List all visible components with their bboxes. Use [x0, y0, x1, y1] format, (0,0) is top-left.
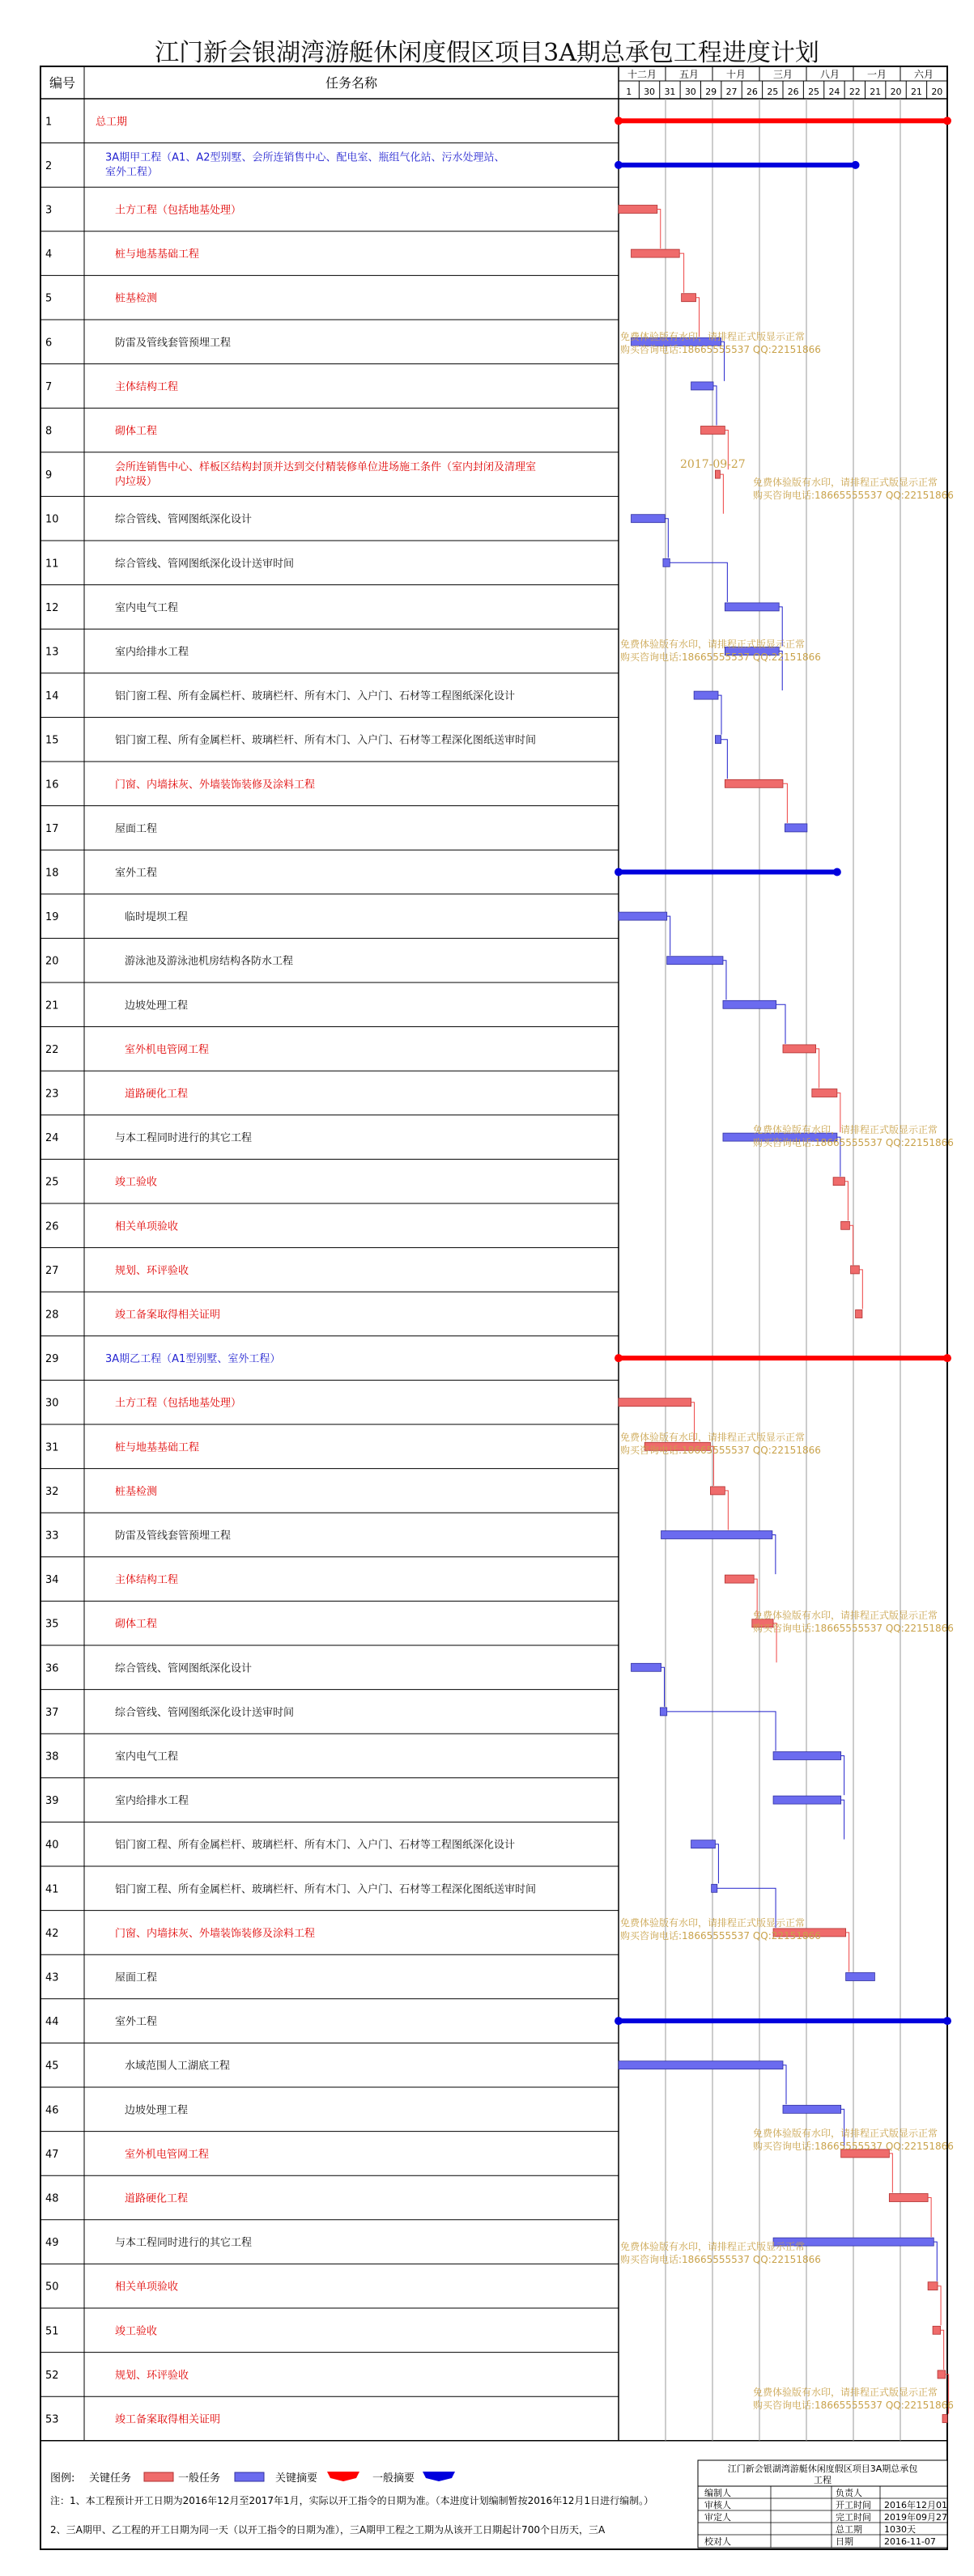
task-name: 规划、环评验收 — [115, 1264, 189, 1277]
summary-end-cap — [943, 1354, 951, 1362]
task-name: 桩与地基基础工程 — [115, 1441, 200, 1454]
task-bar — [889, 2194, 928, 2202]
task-id: 23 — [45, 1088, 59, 1101]
timescale-day: 24 — [828, 87, 840, 97]
timescale-day: 21 — [910, 87, 922, 97]
task-bar — [928, 2282, 938, 2290]
task-bar — [725, 779, 783, 787]
task-id: 26 — [45, 1220, 59, 1233]
task-id: 50 — [45, 2281, 59, 2294]
timescale-day: 25 — [808, 87, 820, 97]
dependency-link — [846, 1933, 849, 1972]
task-id: 40 — [45, 1839, 59, 1852]
watermark-text: 免费体验版有水印，请排程正式版显示正常 — [753, 1610, 938, 1621]
task-name: 室内电气工程 — [115, 1751, 179, 1763]
task-name: 内垃圾） — [115, 475, 158, 488]
task-name: 与本工程同时进行的其它工程 — [115, 1132, 253, 1145]
task-bar — [663, 558, 670, 567]
watermark-text: 购买咨询电话:18665555537 QQ:22151866 — [620, 1930, 821, 1942]
watermark-text: 免费体验版有水印，请排程正式版显示正常 — [753, 1124, 938, 1135]
dependency-link — [776, 1004, 785, 1044]
task-name: 游泳池及游泳池机房结构各防水工程 — [125, 955, 294, 968]
task-name: 道路硬化工程 — [125, 1088, 189, 1101]
task-name: 与本工程同时进行的其它工程 — [115, 2237, 253, 2250]
task-id: 44 — [45, 2016, 59, 2029]
task-bar — [682, 294, 696, 302]
task-name: 竣工验收 — [115, 2325, 158, 2338]
dependency-link — [721, 740, 728, 779]
info-row-value: 2019年09月27 — [884, 2512, 947, 2523]
task-name: 会所连销售中心、样板区结构封顶并达到交付精装修单位进场施工条件（室内封闭及清理室 — [115, 460, 537, 473]
task-id: 51 — [45, 2325, 59, 2338]
timescale-month: 三月 — [772, 69, 793, 80]
dependency-link — [725, 1491, 728, 1530]
task-id: 24 — [45, 1132, 59, 1145]
task-id: 20 — [45, 955, 59, 968]
watermark-text: 购买咨询电话:18665555537 QQ:22151866 — [753, 2400, 954, 2411]
task-name: 道路硬化工程 — [125, 2192, 189, 2205]
task-bar — [773, 1796, 841, 1804]
task-bar — [851, 1266, 860, 1274]
task-name: 水域范围人工湖底工程 — [125, 2060, 231, 2073]
legend-swatch-critical-summary — [327, 2472, 359, 2481]
legend-swatch-critical — [144, 2472, 173, 2481]
watermark-text: 免费体验版有水印，请排程正式版显示正常 — [753, 2387, 938, 2398]
task-name: 室外工程 — [115, 867, 158, 880]
task-id: 37 — [45, 1706, 59, 1719]
task-name: 土方工程（包括地基处理） — [115, 1397, 242, 1410]
timescale-day: 27 — [725, 87, 738, 97]
watermark-text: 购买咨询电话:18665555537 QQ:22151866 — [753, 1623, 954, 1634]
task-bar — [632, 249, 680, 257]
watermark-text: 免费体验版有水印，请排程正式版显示正常 — [620, 331, 806, 342]
task-bar — [710, 1487, 725, 1495]
task-name: 室外工程 — [115, 2016, 158, 2029]
timescale-day: 1 — [626, 87, 632, 97]
task-id: 12 — [45, 601, 59, 614]
legend-swatch-normal — [235, 2472, 264, 2481]
legend-item-label: 关键任务 — [89, 2472, 132, 2485]
task-bar — [619, 2061, 783, 2069]
legend-label: 图例: — [50, 2472, 75, 2485]
info-row-label: 审定人 — [704, 2512, 731, 2523]
timescale-month: 十月 — [725, 69, 746, 80]
task-bar — [691, 382, 713, 390]
dependency-link — [661, 1667, 665, 1707]
task-name: 土方工程（包括地基处理） — [115, 204, 242, 217]
task-bar — [694, 691, 718, 699]
timescale-day: 20 — [890, 87, 902, 97]
task-id: 18 — [45, 867, 59, 880]
task-bar — [783, 2105, 841, 2113]
task-name: 主体结构工程 — [115, 1574, 179, 1587]
dependency-link — [723, 961, 726, 1000]
dependency-link — [938, 2286, 941, 2326]
dependency-link — [849, 1225, 853, 1265]
info-row-label: 校对人 — [704, 2536, 731, 2547]
task-name: 竣工备案取得相关证明 — [115, 1309, 221, 1322]
task-id: 38 — [45, 1751, 59, 1763]
task-bar — [846, 1973, 875, 1981]
watermark-text: 购买咨询电话:18665555537 QQ:22151866 — [753, 2141, 954, 2152]
task-id: 49 — [45, 2237, 59, 2250]
timescale-day: 20 — [931, 87, 943, 97]
task-bar — [942, 2415, 947, 2423]
task-name: 桩基检测 — [115, 292, 158, 305]
timescale-day: 21 — [870, 87, 882, 97]
task-id: 16 — [45, 779, 59, 791]
summary-end-cap — [852, 161, 860, 169]
dependency-link — [715, 1844, 718, 1884]
summary-end-cap — [615, 161, 623, 169]
legend-item-label: 关键摘要 — [275, 2472, 318, 2485]
task-name: 临时堤坝工程 — [125, 911, 189, 924]
summary-end-cap — [833, 868, 841, 876]
task-name: 3A期乙工程（A1型别墅、室外工程） — [105, 1353, 281, 1366]
note-line: 注：1、本工程预计开工日期为2016年12月至2017年1月，实际以开工指令的日期为准。（本进度计划编制暂按2016年12月1日进行编制。） — [50, 2495, 654, 2506]
timescale-day: 30 — [684, 87, 696, 97]
task-id: 19 — [45, 911, 59, 924]
task-name: 室内电气工程 — [115, 601, 179, 614]
summary-end-cap — [615, 1354, 623, 1362]
task-bar — [619, 1398, 691, 1407]
dependency-link — [841, 1800, 844, 1840]
task-bar — [773, 1752, 841, 1760]
info-row-label: 编制人 — [704, 2488, 731, 2498]
task-id: 36 — [45, 1662, 59, 1675]
task-bar — [856, 1310, 862, 1318]
task-id: 33 — [45, 1530, 59, 1543]
dependency-link — [889, 2154, 892, 2193]
dependency-link — [670, 562, 727, 602]
watermark-text: 免费体验版有水印，请排程正式版显示正常 — [620, 1917, 806, 1929]
task-id: 43 — [45, 1971, 59, 1984]
summary-bar — [619, 163, 856, 168]
task-name: 屋面工程 — [115, 822, 158, 835]
task-id: 34 — [45, 1574, 59, 1587]
task-name: 铝门窗工程、所有金属栏杆、玻璃栏杆、所有木门、入户门、石材等工程深化图纸送审时间 — [115, 734, 537, 747]
task-id: 6 — [45, 337, 53, 350]
task-name: 砌体工程 — [115, 425, 158, 438]
task-id: 1 — [45, 116, 53, 129]
task-name: 规划、环评验收 — [115, 2369, 189, 2382]
task-id: 30 — [45, 1397, 59, 1410]
task-id: 8 — [45, 425, 53, 438]
info-row-value: 2016年12月01 — [884, 2500, 947, 2510]
task-bar — [691, 1840, 716, 1848]
task-bar — [619, 206, 657, 214]
task-id: 46 — [45, 2104, 59, 2117]
dependency-link — [718, 695, 721, 735]
info-row-value: 2016-11-07 — [884, 2536, 936, 2547]
task-name: 防雷及管线套管预埋工程 — [115, 337, 232, 350]
page-title: 江门新会银湖湾游艇休闲度假区项目3A期总承包工程进度计划 — [155, 39, 819, 67]
task-bar — [938, 2370, 946, 2379]
summary-end-cap — [943, 2017, 951, 2025]
watermark-text: 购买咨询电话:18665555537 QQ:22151866 — [620, 344, 821, 355]
timescale-day: 25 — [767, 87, 779, 97]
task-name: 屋面工程 — [115, 1971, 158, 1984]
task-id: 14 — [45, 690, 59, 703]
info-table-subheading: 工程 — [814, 2475, 832, 2485]
task-id: 29 — [45, 1353, 59, 1366]
task-id: 21 — [45, 999, 59, 1012]
summary-bar — [619, 2018, 947, 2023]
watermark-text: 购买咨询电话:18665555537 QQ:22151866 — [620, 2254, 821, 2265]
dependency-link — [928, 2198, 931, 2238]
task-id: 9 — [45, 469, 53, 482]
dependency-link — [679, 253, 683, 293]
task-name: 铝门窗工程、所有金属栏杆、玻璃栏杆、所有木门、入户门、石材等工程深化图纸送审时间 — [115, 1883, 537, 1896]
timescale-day: 26 — [746, 87, 758, 97]
dependency-link — [783, 783, 787, 823]
task-name: 桩与地基基础工程 — [115, 248, 200, 261]
task-name: 边坡处理工程 — [125, 2104, 189, 2117]
timescale-day: 29 — [705, 87, 717, 97]
task-id: 52 — [45, 2369, 59, 2382]
legend-swatch-normal-summary — [423, 2472, 455, 2481]
summary-end-cap — [615, 117, 623, 125]
timescale-day: 26 — [787, 87, 799, 97]
watermark-text: 购买咨询电话:18665555537 QQ:22151866 — [753, 1137, 954, 1148]
dependency-link — [720, 474, 723, 514]
info-row-key: 开工时间 — [836, 2500, 871, 2510]
note-line: 2、三A期甲、乙工程的开工日期为同一天（以开工指令的日期为准），三A期甲工程之工期为从该开工日期起计700个日历天，三A — [50, 2524, 606, 2536]
task-id: 4 — [45, 248, 53, 261]
task-bar — [667, 957, 723, 965]
task-name: 主体结构工程 — [115, 380, 179, 393]
task-name: 相关单项验收 — [115, 2281, 179, 2294]
task-name: 门窗、内墙抹灰、外墙装饰装修及涂料工程 — [115, 779, 316, 791]
dependency-link — [657, 210, 661, 249]
task-name: 防雷及管线套管预埋工程 — [115, 1530, 232, 1543]
task-name: 综合管线、管网图纸深化设计 — [115, 513, 253, 526]
header-id: 编号 — [49, 75, 76, 91]
task-name: 砌体工程 — [115, 1618, 158, 1631]
task-name: 门窗、内墙抹灰、外墙装饰装修及涂料工程 — [115, 1927, 316, 1940]
task-id: 31 — [45, 1441, 59, 1454]
task-id: 13 — [45, 646, 59, 659]
watermark-text: 免费体验版有水印，请排程正式版显示正常 — [753, 477, 938, 488]
task-name: 铝门窗工程、所有金属栏杆、玻璃栏杆、所有木门、入户门、石材等工程图纸深化设计 — [115, 1839, 516, 1852]
info-row-key: 负责人 — [836, 2488, 862, 2498]
task-name: 边坡处理工程 — [125, 999, 189, 1012]
watermark-text: 免费体验版有水印，请排程正式版显示正常 — [620, 1432, 806, 1443]
task-id: 53 — [45, 2413, 59, 2426]
watermark-text: 免费体验版有水印，请排程正式版显示正常 — [620, 2241, 806, 2252]
summary-end-cap — [615, 2017, 623, 2025]
task-id: 42 — [45, 1927, 59, 1940]
watermark-text: 购买咨询电话:18665555537 QQ:22151866 — [620, 1445, 821, 1456]
table-frame — [40, 66, 947, 2549]
task-id: 48 — [45, 2192, 59, 2205]
info-row-key: 日期 — [836, 2536, 853, 2547]
dependency-link — [816, 1049, 819, 1089]
legend-item-label: 一般任务 — [178, 2472, 221, 2485]
timescale-month: 十二月 — [627, 69, 657, 80]
watermark-text: 购买咨询电话:18665555537 QQ:22151866 — [620, 651, 821, 663]
task-bar — [833, 1178, 844, 1186]
task-name: 铝门窗工程、所有金属栏杆、玻璃栏杆、所有木门、入户门、石材等工程图纸深化设计 — [115, 690, 516, 703]
task-bar — [785, 824, 806, 832]
timescale-day: 31 — [664, 87, 676, 97]
task-bar — [619, 912, 667, 920]
dependency-link — [941, 2330, 944, 2370]
task-bar — [933, 2326, 941, 2334]
summary-bar — [619, 1356, 947, 1360]
task-id: 11 — [45, 558, 59, 571]
task-name: 室外工程） — [105, 166, 159, 179]
task-id: 45 — [45, 2060, 59, 2073]
task-id: 3 — [45, 204, 53, 217]
task-name: 室内给排水工程 — [115, 1795, 189, 1808]
watermark-date: 2017-09-27 — [680, 458, 746, 471]
task-id: 5 — [45, 292, 53, 305]
task-bar — [725, 603, 779, 611]
summary-bar — [619, 118, 947, 123]
info-row-key: 完工时间 — [836, 2512, 871, 2523]
timescale-day: 22 — [849, 87, 861, 97]
dependency-link — [713, 386, 717, 426]
task-bar — [712, 1884, 717, 1892]
task-bar — [660, 1708, 666, 1716]
task-id: 22 — [45, 1043, 59, 1056]
task-bar — [812, 1089, 837, 1097]
task-name: 综合管线、管网图纸深化设计 — [115, 1662, 253, 1675]
timescale-month: 一月 — [866, 69, 887, 80]
summary-bar — [619, 870, 837, 875]
summary-end-cap — [615, 868, 623, 876]
task-name: 综合管线、管网图纸深化设计送审时间 — [115, 1706, 295, 1719]
dependency-link — [934, 2242, 937, 2281]
watermark-text: 免费体验版有水印，请排程正式版显示正常 — [620, 639, 806, 650]
task-name: 桩基检测 — [115, 1485, 158, 1498]
task-name: 室外机电管网工程 — [125, 1043, 210, 1056]
dependency-link — [859, 1270, 862, 1309]
task-bar — [715, 470, 720, 478]
task-id: 39 — [45, 1795, 59, 1808]
task-bar — [783, 1045, 816, 1053]
task-name: 综合管线、管网图纸深化设计送审时间 — [115, 558, 295, 571]
info-row-value: 1030天 — [884, 2524, 916, 2535]
timescale-month: 八月 — [819, 69, 840, 80]
watermark-text: 购买咨询电话:18665555537 QQ:22151866 — [753, 490, 954, 501]
info-row-label: 审核人 — [704, 2500, 731, 2510]
dependency-link — [772, 1535, 776, 1575]
task-name: 相关单项验收 — [115, 1220, 179, 1233]
task-name: 总工期 — [96, 116, 128, 129]
task-bar — [715, 736, 721, 744]
timescale-month: 六月 — [913, 69, 934, 80]
info-row-key: 总工期 — [836, 2524, 862, 2535]
task-bar — [701, 427, 725, 435]
task-id: 32 — [45, 1485, 59, 1498]
task-bar — [632, 515, 666, 523]
task-id: 47 — [45, 2148, 59, 2161]
task-name: 竣工备案取得相关证明 — [115, 2413, 221, 2426]
task-id: 27 — [45, 1264, 59, 1277]
task-name: 室内给排水工程 — [115, 646, 189, 659]
task-id: 17 — [45, 822, 59, 835]
timescale-month: 五月 — [678, 69, 700, 80]
legend-item-label: 一般摘要 — [372, 2472, 415, 2485]
dependency-link — [844, 1182, 848, 1221]
task-name: 竣工验收 — [115, 1176, 158, 1189]
task-bar — [661, 1531, 772, 1539]
task-bar — [725, 1575, 754, 1583]
task-name: 室外机电管网工程 — [125, 2148, 210, 2161]
task-id: 2 — [45, 159, 53, 172]
watermark-text: 免费体验版有水印，请排程正式版显示正常 — [753, 2128, 938, 2139]
task-id: 25 — [45, 1176, 59, 1189]
task-name: 3A期甲工程（A1、A2型别墅、会所连销售中心、配电室、瓶组气化站、污水处理站、 — [105, 151, 505, 164]
dependency-link — [667, 916, 670, 956]
task-bar — [632, 1663, 661, 1671]
dependency-link — [783, 2065, 786, 2105]
task-id: 7 — [45, 380, 53, 393]
task-id: 28 — [45, 1309, 59, 1322]
task-bar — [841, 1221, 850, 1229]
task-id: 15 — [45, 734, 59, 747]
header-name: 任务名称 — [325, 75, 378, 91]
task-bar — [723, 1000, 776, 1008]
task-id: 10 — [45, 513, 59, 526]
task-id: 41 — [45, 1883, 59, 1896]
info-table-heading: 江门新会银湖湾游艇休闲度假区项目3A期总承包 — [727, 2464, 918, 2474]
timescale-day: 30 — [644, 87, 656, 97]
summary-end-cap — [943, 117, 951, 125]
task-id: 35 — [45, 1618, 59, 1631]
dependency-link — [841, 1756, 844, 1796]
